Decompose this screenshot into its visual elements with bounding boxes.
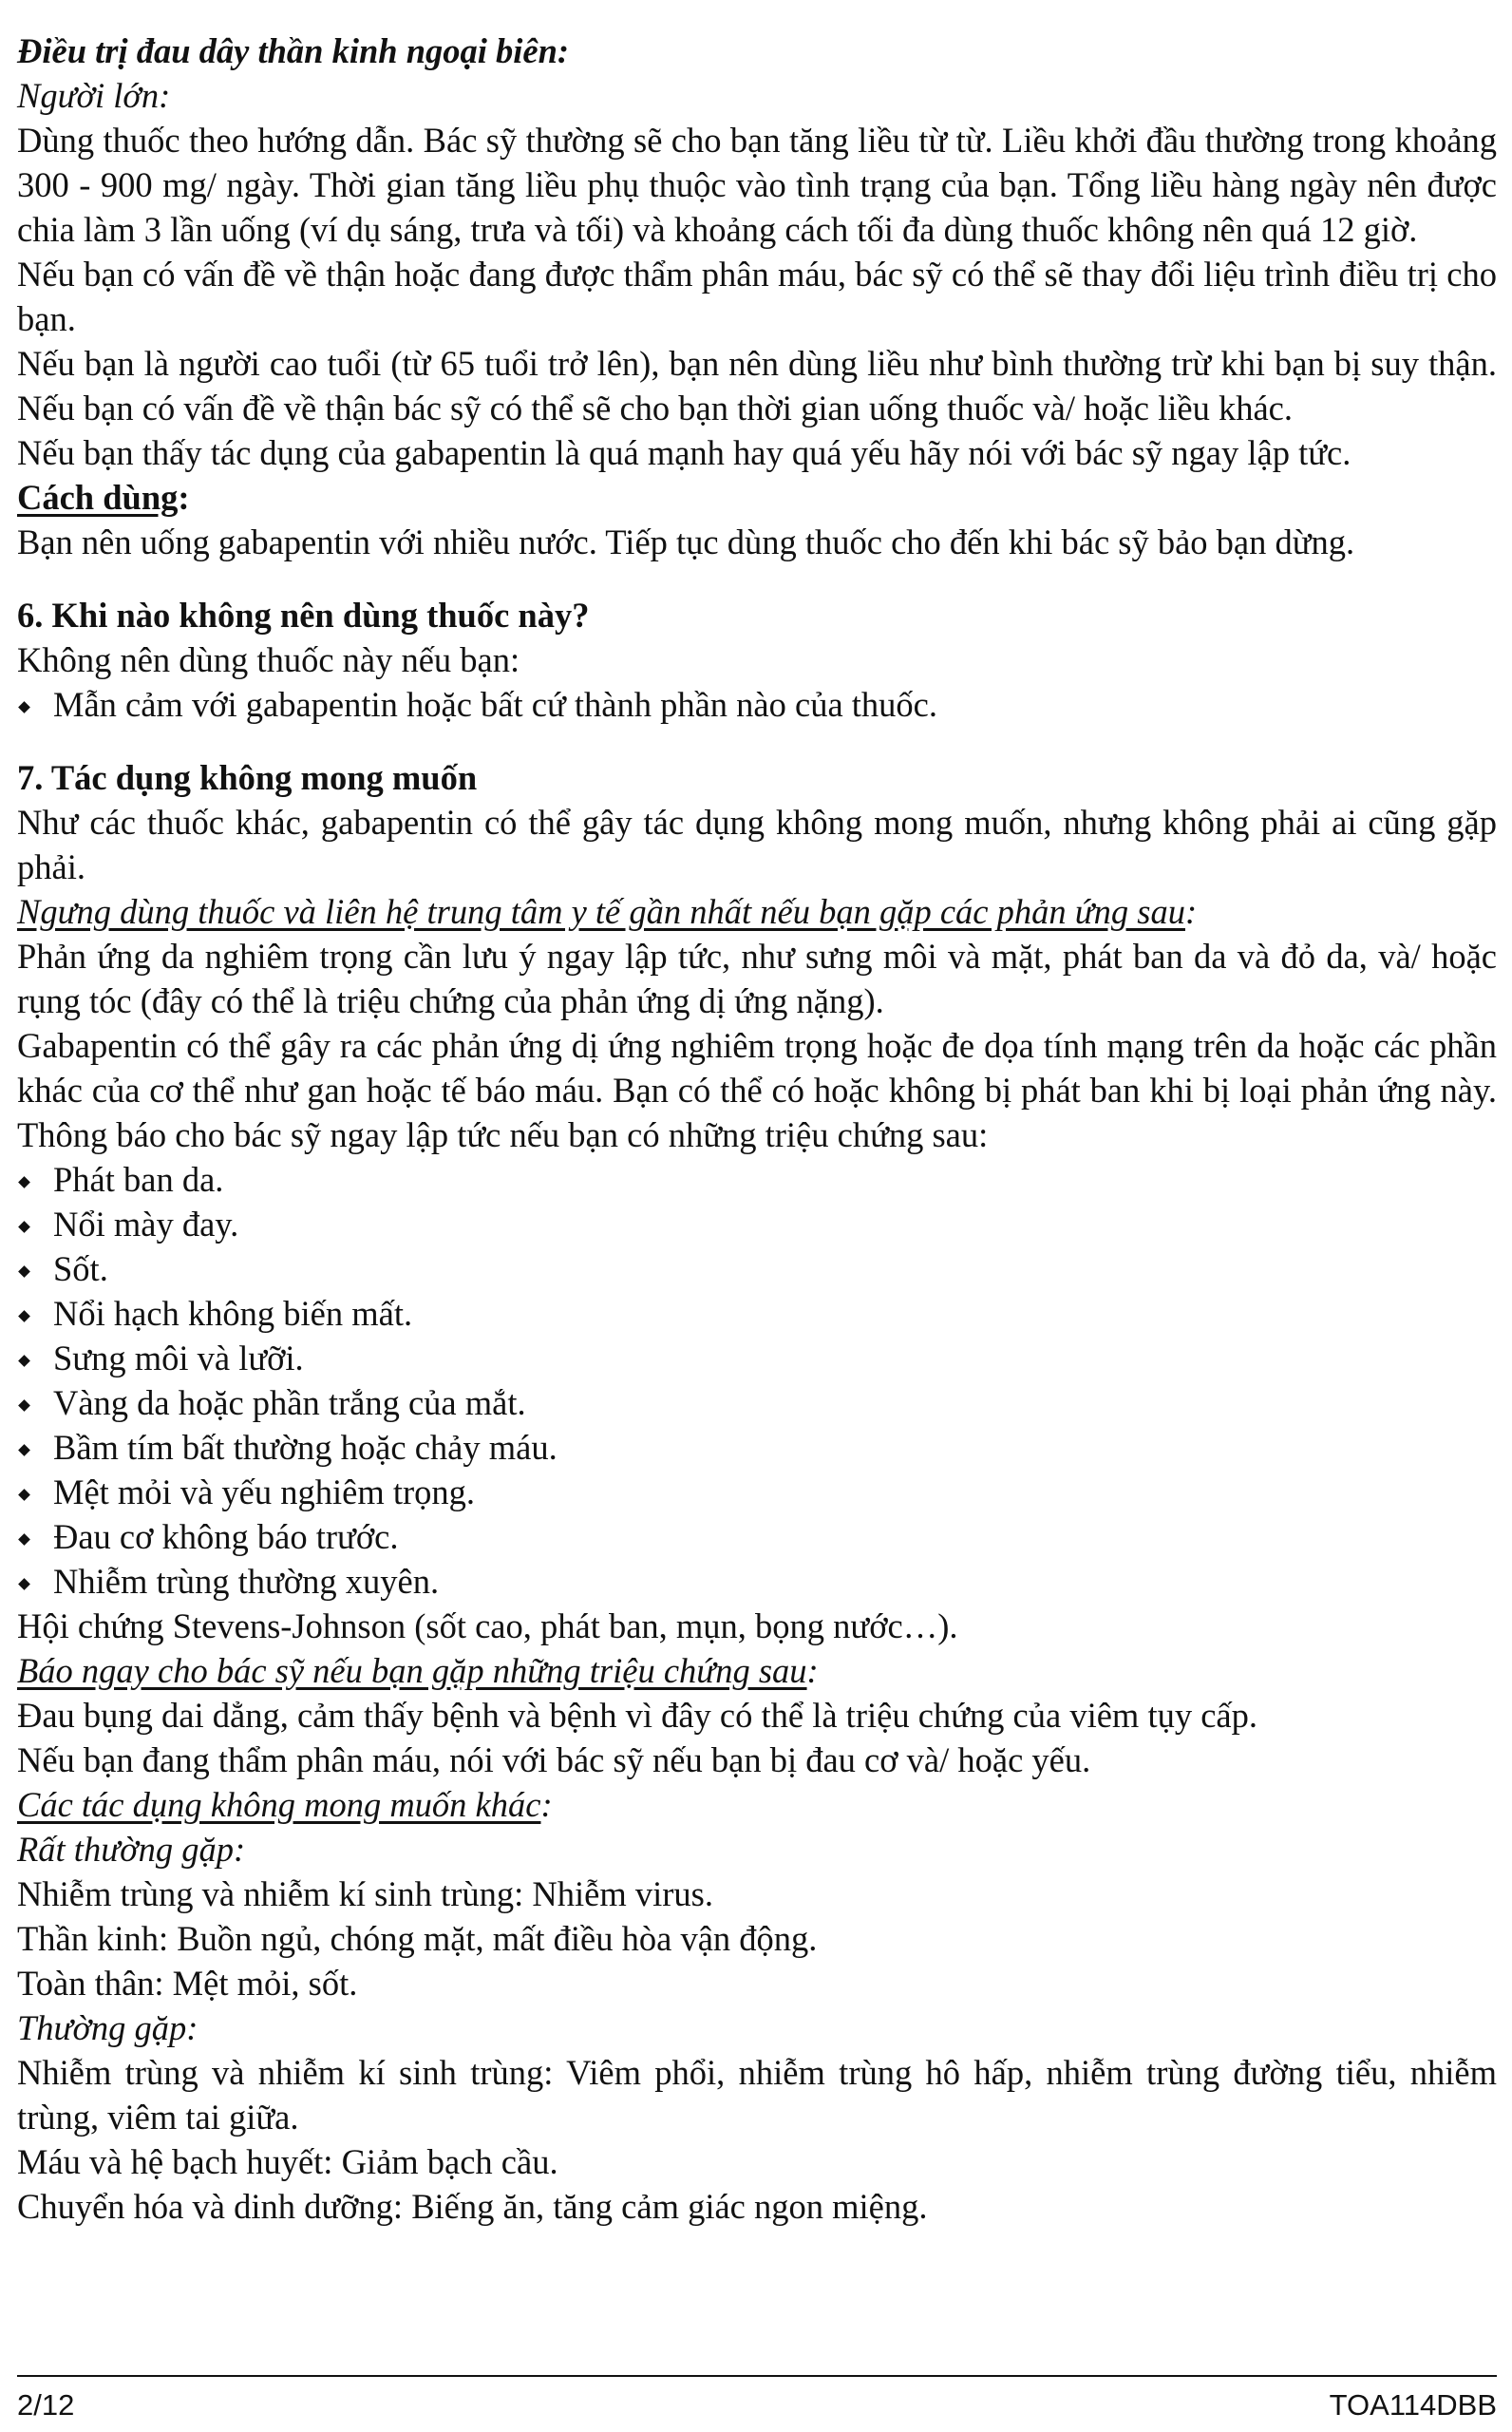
report-heading: [17, 1648, 1497, 1693]
side-effects-intro: Như các thuốc khác, gabapentin có thể gây tác dụng không mong muốn, nhưng không phải ai cũng gặp phải.: [17, 803, 1497, 886]
very-common-label: Rất thường gặp:: [17, 1830, 246, 1869]
contraindications-list: [17, 682, 1497, 727]
contraindications-heading: 6. Khi nào không nên dùng thuốc này?: [17, 596, 590, 635]
list-item-text: Đau cơ không báo trước.: [53, 1517, 399, 1556]
page-number: 2/12: [17, 2388, 75, 2422]
common-line: Nhiễm trùng và nhiễm kí sinh trùng: Viêm phổi, nhiễm trùng hô hấp, nhiễm trùng đường tiểu, nhiễm trùng, viêm tai giữa.: [17, 2053, 1497, 2137]
usage-label: Cách dùng: [17, 478, 179, 517]
usage-colon: :: [178, 478, 190, 517]
bullet-diamond-icon: [18, 1399, 30, 1412]
bullet-diamond-icon: [18, 1310, 30, 1322]
list-item: [17, 1157, 1497, 1202]
report-label: Báo ngay cho bác sỹ nếu bạn gặp những triệu chứng sau: [17, 1651, 807, 1690]
skin-reaction-paragraph: Phản ứng da nghiêm trọng cần lưu ý ngay lập tức, như sưng môi và mặt, phát ban da và đỏ da, và/ hoặc rụng tóc (đây có thể là triệu chứng của phản ứng dị ứng nặng).: [17, 937, 1497, 1020]
symptom-list: [17, 1157, 1497, 1604]
side-effects-heading: 7. Tác dụng không mong muốn: [17, 758, 478, 797]
list-item: [17, 1425, 1497, 1470]
leaflet-page: [17, 28, 1497, 2229]
usage-heading: [17, 475, 1497, 520]
common-line: Máu và hệ bạch huyết: Giảm bạch cầu.: [17, 2142, 558, 2181]
kidney-paragraph: Nếu bạn có vấn đề về thận hoặc đang được thẩm phân máu, bác sỹ có thể sẽ thay đổi liệu trình điều trị cho bạn.: [17, 255, 1497, 338]
list-item: [17, 1470, 1497, 1514]
very-common-line: Toàn thân: Mệt mỏi, sốt.: [17, 1964, 358, 2003]
bullet-diamond-icon: [18, 1533, 30, 1546]
common-label: Thường gặp:: [17, 2008, 198, 2047]
report-line: Nếu bạn đang thẩm phân máu, nói với bác sỹ nếu bạn bị đau cơ và/ hoặc yếu.: [17, 1740, 1091, 1779]
bullet-diamond-icon: [18, 1444, 30, 1456]
very-common-line: Thần kinh: Buồn ngủ, chóng mặt, mất điều hòa vận động.: [17, 1919, 818, 1958]
other-effects-heading: [17, 1782, 1497, 1827]
other-effects-colon: :: [540, 1785, 553, 1824]
list-item: [17, 1559, 1497, 1604]
list-item: [17, 1514, 1497, 1559]
bullet-diamond-icon: [18, 1355, 30, 1367]
report-line: Đau bụng dai dẳng, cảm thấy bệnh và bệnh vì đây có thể là triệu chứng của viêm tụy cấp.: [17, 1696, 1257, 1735]
list-item-text: Phát ban da.: [53, 1160, 224, 1199]
usage-paragraph: Bạn nên uống gabapentin với nhiều nước. Tiếp tục dùng thuốc cho đến khi bác sỹ bảo bạn dừng.: [17, 522, 1355, 561]
adults-subheading: Người lớn:: [17, 76, 171, 115]
report-colon: :: [806, 1651, 819, 1690]
bullet-diamond-icon: [18, 1176, 30, 1188]
list-item: [17, 682, 1497, 727]
bullet-diamond-icon: [18, 701, 30, 713]
section-gap: [17, 564, 1497, 593]
effect-paragraph: Nếu bạn thấy tác dụng của gabapentin là quá mạnh hay quá yếu hãy nói với bác sỹ ngay lập tức.: [17, 433, 1351, 472]
list-item: [17, 1380, 1497, 1425]
bullet-diamond-icon: [18, 1265, 30, 1278]
other-effects-label: Các tác dụng không mong muốn khác: [17, 1785, 541, 1824]
list-item-text: Bầm tím bất thường hoặc chảy máu.: [53, 1428, 558, 1467]
very-common-line: Nhiễm trùng và nhiễm kí sinh trùng: Nhiễm virus.: [17, 1874, 713, 1913]
allergy-paragraph: Gabapentin có thể gây ra các phản ứng dị ứng nghiêm trọng hoặc đe dọa tính mạng trên da hoặc các phần khác của cơ thể như gan hoặc tế báo máu. Bạn có thể có hoặc không bị phát ban khi bị loại phản ứng này. Thông báo cho bác sỹ ngay lập tức nếu bạn có những triệu chứng sau:: [17, 1026, 1497, 1154]
footer-divider: [17, 2375, 1497, 2377]
stop-label: Ngưng dùng thuốc và liên hệ trung tâm y tế gần nhất nếu bạn gặp các phản ứng sau: [17, 892, 1185, 931]
list-item: [17, 1291, 1497, 1336]
list-item-text: Nhiễm trùng thường xuyên.: [53, 1562, 440, 1601]
list-item-text: Sưng môi và lưỡi.: [53, 1339, 304, 1378]
dosage-heading: Điều trị đau dây thần kinh ngoại biên:: [17, 31, 570, 70]
list-item-text: Mệt mỏi và yếu nghiêm trọng.: [53, 1472, 476, 1511]
sjs-paragraph: Hội chứng Stevens-Johnson (sốt cao, phát ban, mụn, bọng nước…).: [17, 1606, 958, 1645]
section-gap: [17, 727, 1497, 755]
elderly-paragraph: Nếu bạn là người cao tuổi (từ 65 tuổi trở lên), bạn nên dùng liều như bình thường trừ khi bạn bị suy thận. Nếu bạn có vấn đề về thận bác sỹ có thể sẽ cho bạn thời gian uống thuốc và/ hoặc liều khác.: [17, 344, 1497, 428]
bullet-diamond-icon: [18, 1578, 30, 1590]
list-item-text: Nổi mày đay.: [53, 1205, 239, 1244]
list-item-text: Mẫn cảm với gabapentin hoặc bất cứ thành phần nào của thuốc.: [53, 685, 937, 724]
stop-heading: [17, 889, 1497, 934]
bullet-diamond-icon: [18, 1221, 30, 1233]
document-code: TOA114DBB: [1329, 2388, 1497, 2422]
bullet-diamond-icon: [18, 1489, 30, 1501]
common-line: Chuyển hóa và dinh dưỡng: Biếng ăn, tăng cảm giác ngon miệng.: [17, 2187, 928, 2226]
list-item: [17, 1246, 1497, 1291]
list-item: [17, 1336, 1497, 1380]
list-item-text: Sốt.: [53, 1249, 108, 1288]
list-item: [17, 1202, 1497, 1246]
list-item-text: Vàng da hoặc phần trắng của mắt.: [53, 1383, 526, 1422]
list-item-text: Nổi hạch không biến mất.: [53, 1294, 413, 1333]
stop-colon: :: [1184, 892, 1198, 931]
contraindications-intro: Không nên dùng thuốc này nếu bạn:: [17, 640, 520, 679]
dosage-paragraph: Dùng thuốc theo hướng dẫn. Bác sỹ thường sẽ cho bạn tăng liều từ từ. Liều khởi đầu thường trong khoảng 300 - 900 mg/ ngày. Thời gian tăng liều phụ thuộc vào tình trạng của bạn. Tổng liều hàng ngày nên được chia làm 3 lần uống (ví dụ sáng, trưa và tối) và khoảng cách tối đa dùng thuốc không nên quá 12 giờ.: [17, 121, 1497, 249]
